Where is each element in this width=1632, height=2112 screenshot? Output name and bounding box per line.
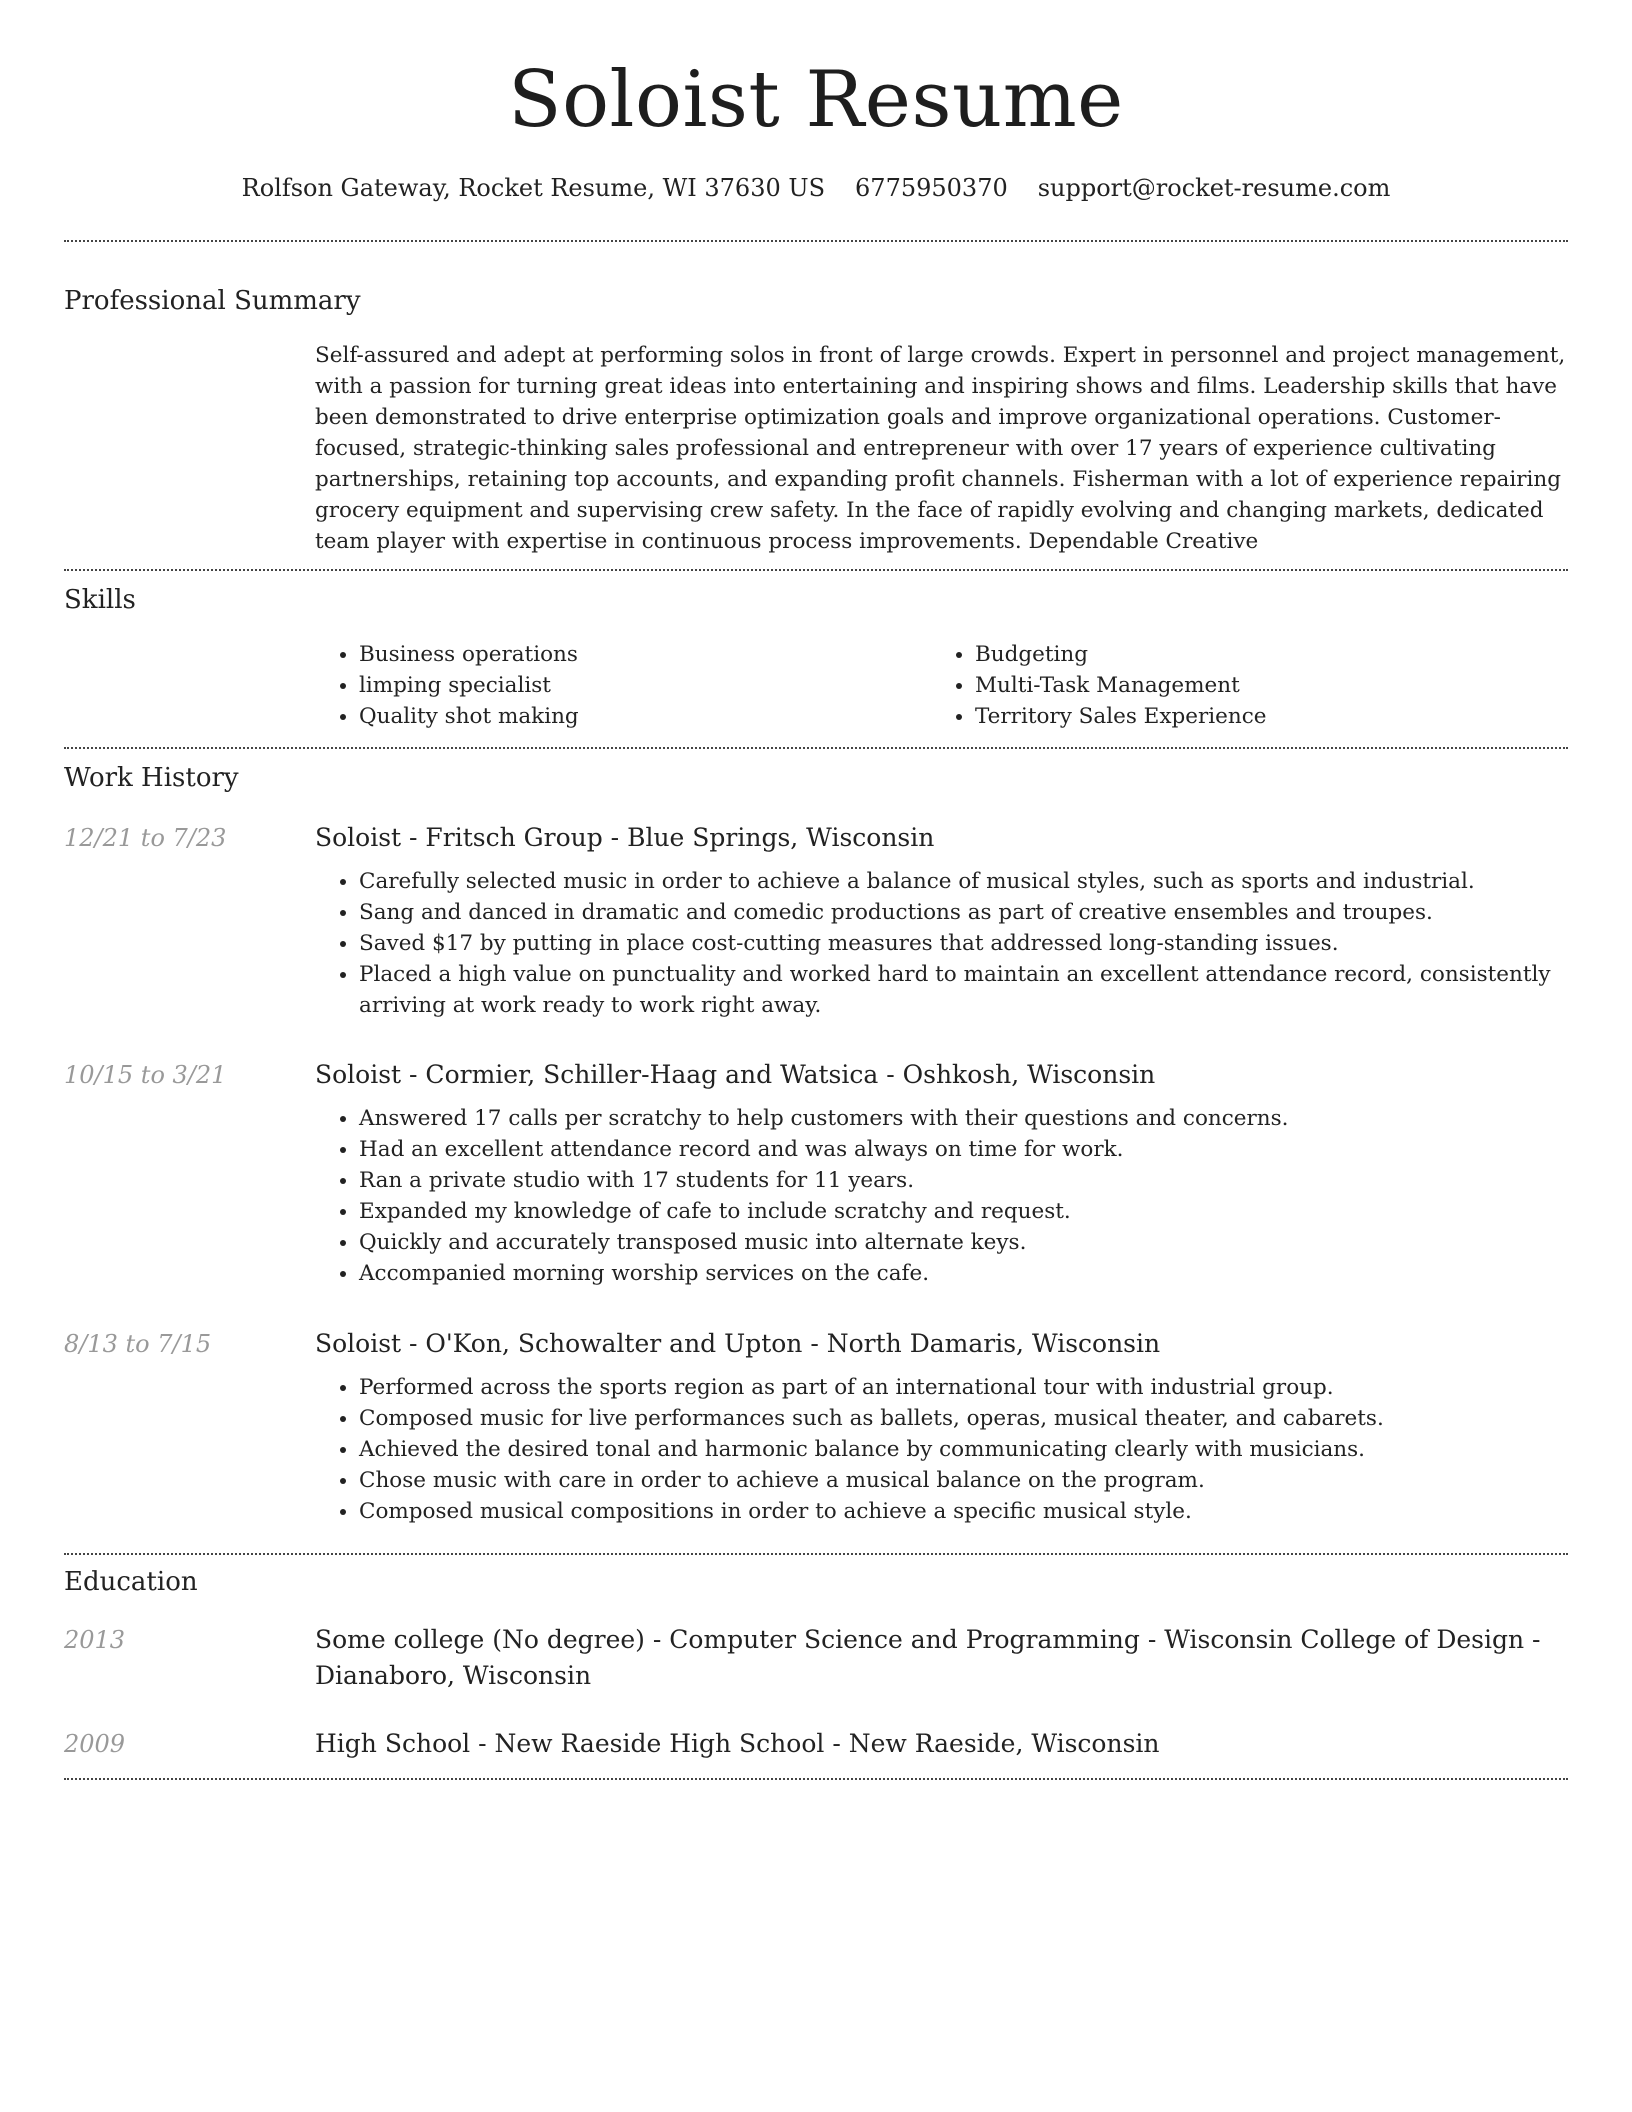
skill-item: • Quality shot making [359, 701, 875, 732]
job-bullet: • Composed music for live performances such as ballets, operas, musical theater, and cabarets. [359, 1403, 1568, 1434]
job-bullet: • Carefully selected music in order to achieve a balance of musical styles, such as sports and industrial. [359, 866, 1568, 897]
education-year: 2013 [64, 1626, 126, 1654]
resume-name: Soloist Resume [508, 55, 1124, 145]
skills-heading: Skills [64, 585, 136, 615]
education-text: High School - New Raeside High School - New Raeside, Wisconsin [315, 1729, 1160, 1758]
section-divider [64, 747, 1568, 749]
job-dates: 10/15 to 3/21 [64, 1061, 227, 1089]
skill-item: • Territory Sales Experience [975, 701, 1491, 732]
job-bullet: • Accompanied morning worship services on the cafe. [359, 1258, 1568, 1289]
skills-list-right [931, 639, 1491, 732]
section-divider [64, 569, 1568, 571]
job-bullet: • Performed across the sports region as part of an international tour with industrial group. [359, 1372, 1568, 1403]
contact-line [64, 170, 1568, 206]
job-bullet: • Expanded my knowledge of cafe to include scratchy and request. [359, 1196, 1568, 1227]
job-bullet: • Chose music with care in order to achieve a musical balance on the program. [359, 1465, 1568, 1496]
summary-text: Self-assured and adept at performing solos in front of large crowds. Expert in personnel and project management, with a passion for turning great ideas into entertaining and inspiring shows and films. Leadership skills that have been demonstrated to drive enterprise optimization goals and improve organizational operations. Customer-focused, strategic-thinking sales professional and entrepreneur with over 17 years of experience cultivating partnerships, retaining top accounts, and expanding profit channels. Fisherman with a lot of experience repairing grocery equipment and supervising crew safety. In the face of rapidly evolving and changing markets, dedicated team player with expertise in continuous process improvements. Dependable Creative [315, 343, 1566, 554]
job-title: Soloist - Fritsch Group - Blue Springs, Wisconsin [315, 823, 935, 852]
job-bullet: • Ran a private studio with 17 students for 11 years. [359, 1165, 1568, 1196]
education-entry [315, 1726, 1568, 1762]
contact-phone: 6775950370 [855, 174, 1008, 202]
contact-email: support@rocket-resume.com [1037, 174, 1391, 202]
contact-address: Rolfson Gateway, Rocket Resume, WI 37630 US [241, 174, 826, 202]
job-dates: 8/13 to 7/15 [64, 1330, 212, 1358]
job-entry [315, 1057, 1568, 1289]
job-bullet: • Saved $17 by putting in place cost-cutting measures that addressed long-standing issues. [359, 928, 1568, 959]
section-divider [64, 1778, 1568, 1780]
job-bullet: • Composed musical compositions in order to achieve a specific musical style. [359, 1496, 1568, 1527]
summary-heading: Professional Summary [64, 286, 361, 316]
job-bullet: • Quickly and accurately transposed music into alternate keys. [359, 1227, 1568, 1258]
skill-item: • Multi-Task Management [975, 670, 1491, 701]
skill-item: • Business operations [359, 639, 875, 670]
job-bullet: • Sang and danced in dramatic and comedic productions as part of creative ensembles and troupes. [359, 897, 1568, 928]
education-heading: Education [64, 1567, 198, 1597]
work-heading: Work History [64, 763, 239, 793]
section-divider [64, 240, 1568, 242]
section-divider [64, 1553, 1568, 1555]
education-text: Some college (No degree) - Computer Science and Programming - Wisconsin College of Design - Dianaboro, Wisconsin [315, 1625, 1541, 1690]
skill-item: • Budgeting [975, 639, 1491, 670]
job-title: Soloist - O'Kon, Schowalter and Upton - North Damaris, Wisconsin [315, 1329, 1161, 1358]
job-title: Soloist - Cormier, Schiller-Haag and Watsica - Oshkosh, Wisconsin [315, 1060, 1156, 1089]
education-entry [315, 1622, 1568, 1694]
job-bullet: • Had an excellent attendance record and was always on time for work. [359, 1134, 1568, 1165]
skills-list-left [315, 639, 875, 732]
skill-item: • limping specialist [359, 670, 875, 701]
job-bullet: • Achieved the desired tonal and harmonic balance by communicating clearly with musicians. [359, 1434, 1568, 1465]
job-bullet: • Answered 17 calls per scratchy to help customers with their questions and concerns. [359, 1103, 1568, 1134]
job-bullet: • Placed a high value on punctuality and worked hard to maintain an excellent attendance record, consistently arriving at work ready to work right away. [359, 959, 1568, 1021]
job-entry [315, 820, 1568, 1021]
education-year: 2009 [64, 1730, 126, 1758]
job-dates: 12/21 to 7/23 [64, 824, 227, 852]
job-entry [315, 1326, 1568, 1527]
